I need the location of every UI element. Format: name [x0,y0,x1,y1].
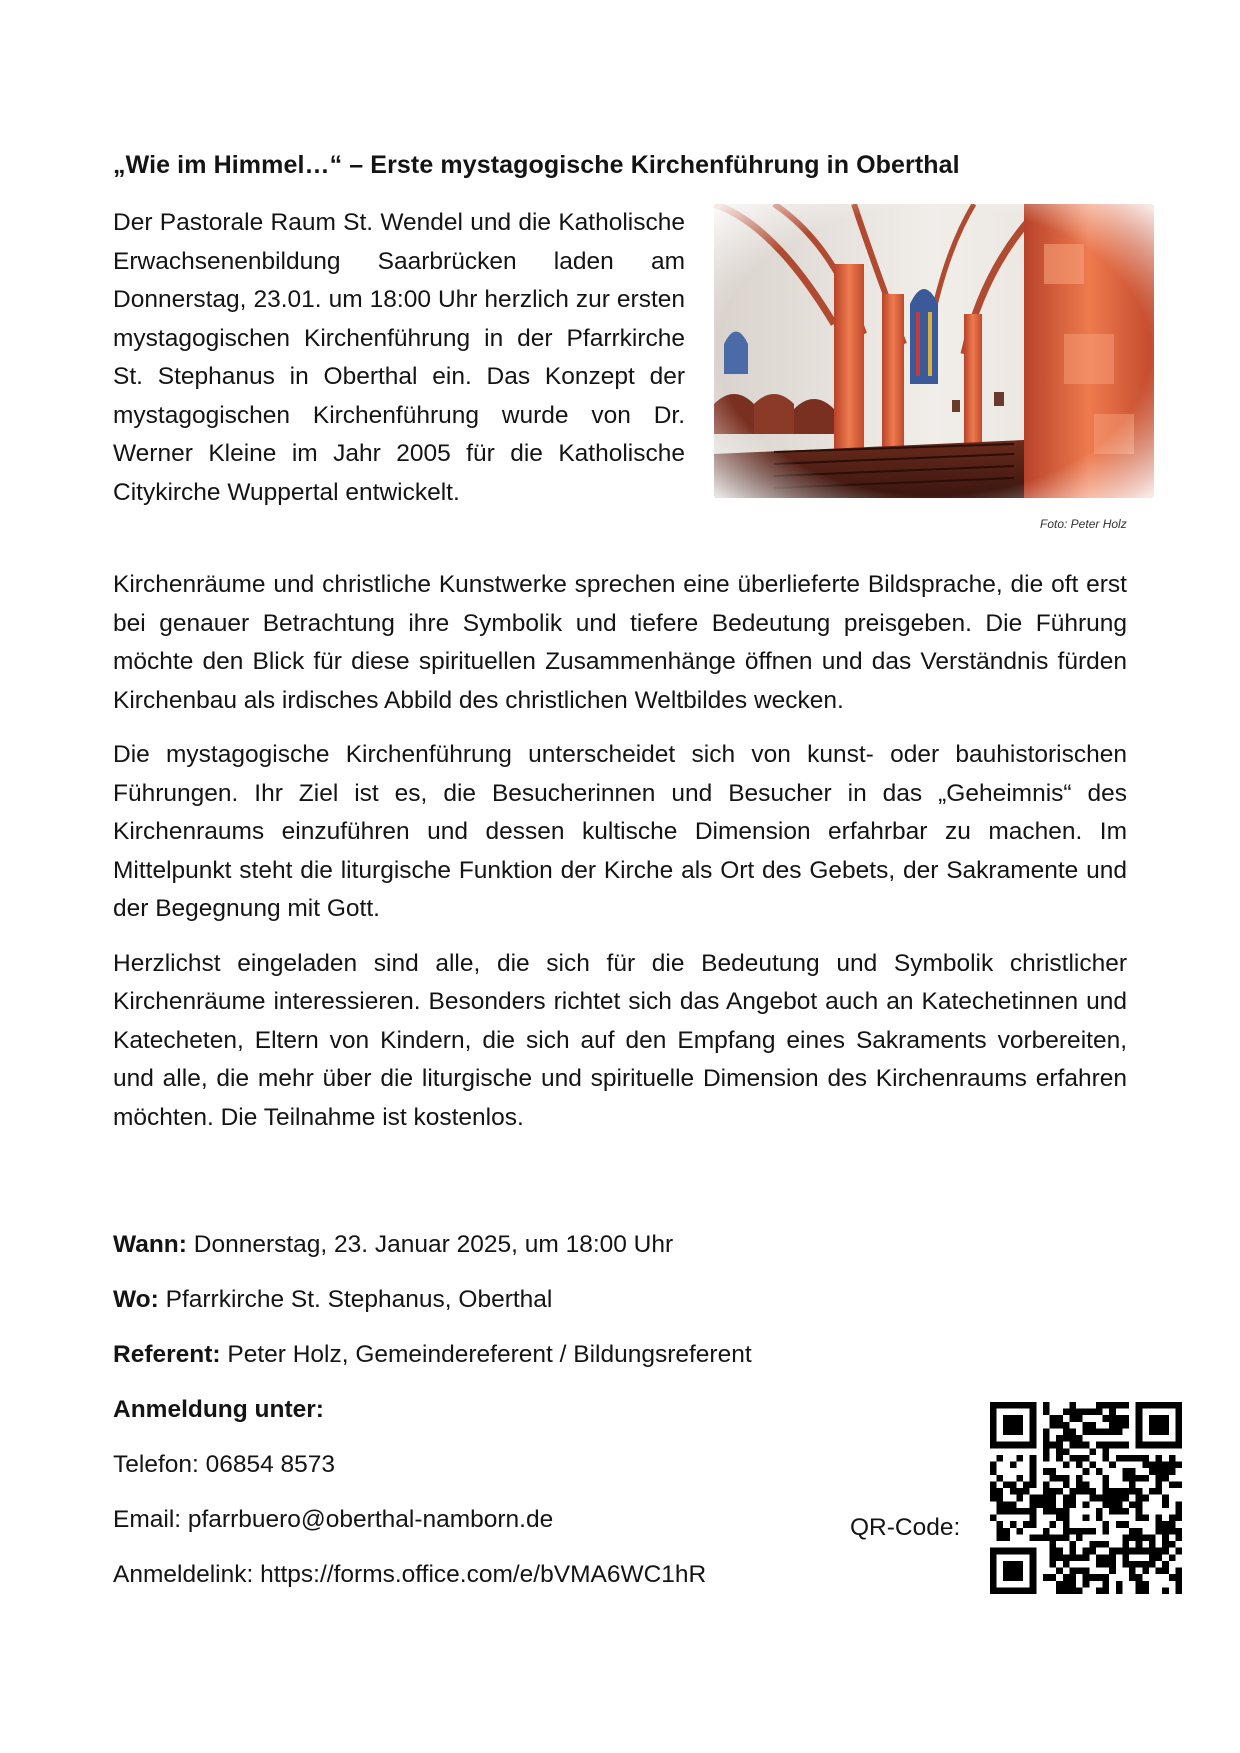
paragraph: Herzlichst eingeladen sind alle, die sich für die Bedeutung und Symbolik christlicher Kirchenräume interessieren. Besonders richtet sich das Angebot auch an Katechetinnen und Katecheten, Eltern von Kindern, die sich auf den Empfang eines Sakraments vorbereiten, und alle, die mehr über die liturgische und spirituelle Dimension des Kirchenraums erfahren möchten. Die Teilnahme ist kostenlos. [113,949,1127,1131]
event-when [113,1229,1013,1261]
event-speaker [113,1339,1013,1371]
registration-email[interactable]: Email: pfarrbuero@oberthal-namborn.de [113,1506,554,1533]
photo-caption: Foto: Peter Holz [1040,517,1127,531]
when-value: Donnerstag, 23. Januar 2025, um 18:00 Uhr [186,1231,674,1258]
qr-label: QR-Code: [850,1514,961,1541]
when-label: Wann: [113,1231,187,1258]
registration-phone: Telefon: 06854 8573 [113,1451,336,1478]
speaker-value: Peter Holz, Gemeindereferent / Bildungsreferent [220,1341,752,1368]
where-label: Wo: [113,1286,159,1313]
intro-paragraph: Der Pastorale Raum St. Wendel und die Katholische Erwachsenenbildung Saarbrücken laden am Donnerstag, 23.01. um 18:00 Uhr herzlich zur ersten mystagogischen Kirchenführung in der Pfarrkirche St. Stephanus in Oberthal ein. Das Konzept der mystagogischen Kirchenführung wurde von Dr. Werner Kleine im Jahr 2005 für die Katholische Citykirche Wuppertal entwickelt. [113,209,685,506]
page-title: „Wie im Himmel…“ – Erste mystagogische Kirchenführung in Oberthal [113,151,960,179]
church-interior-photo [714,204,1154,498]
paragraph: Die mystagogische Kirchenführung unterscheidet sich von kunst- oder bauhistorischen Führungen. Ihr Ziel ist es, die Besucherinnen und Besucher in das „Geheimnis“ des Kirchenraums einzuführen und dessen kultische Dimension erfahrbar zu machen. Im Mittelpunkt steht die liturgische Funktion der Kirche als Ort des Gebets, der Sakramente und der Begegnung mit Gott. [113,741,1127,922]
registration-heading: Anmeldung unter: [113,1396,324,1423]
event-where [113,1284,1013,1316]
qr-code[interactable] [990,1402,1182,1594]
paragraph: Kirchenräume und christliche Kunstwerke sprechen eine überlieferte Bildsprache, die oft erst bei genauer Betrachtung ihre Symbolik und tiefere Bedeutung preisgeben. Die Führung möchte den Blick für diese spirituellen Zusammenhänge öffnen und das Verständnis fürden Kirchenbau als irdisches Abbild des christlichen Weltbildes wecken. [113,571,1127,714]
where-value: Pfarrkirche St. Stephanus, Oberthal [158,1286,553,1313]
speaker-label: Referent: [113,1341,221,1368]
registration-link[interactable]: Anmeldelink: https://forms.office.com/e/bVMA6WC1hR [113,1561,707,1588]
body-text [113,566,1127,1153]
